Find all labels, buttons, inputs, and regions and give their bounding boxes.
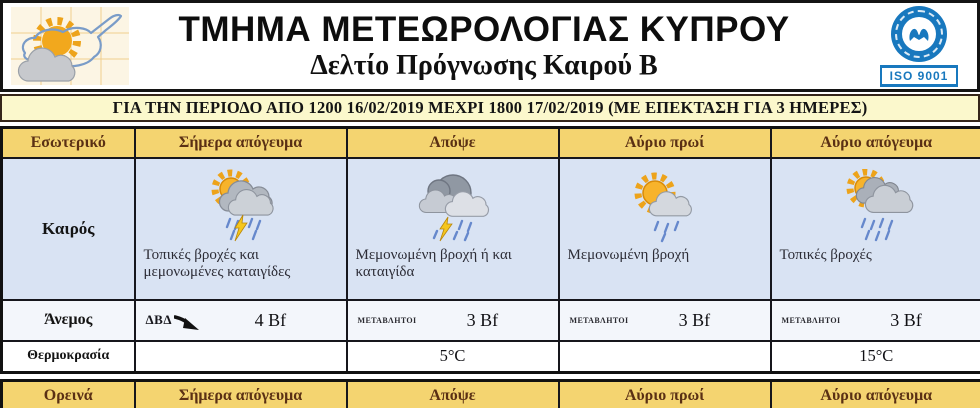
weather-description: Τοπικές βροχές και μεμονωμένες καταιγίδες [143, 246, 291, 281]
wind-direction: ΜΕΤΑΒΛΗΤΟΙ [569, 315, 629, 325]
wind-force: 3 Bf [678, 309, 711, 330]
wind-cell [771, 300, 980, 341]
temperature-cell: 15°C [771, 341, 980, 373]
wind-force: 3 Bf [890, 309, 922, 330]
region-label: Εσωτερικό [2, 128, 135, 158]
iso-seal-icon [891, 6, 947, 62]
sun-cloud-rain-lightning-icon [136, 159, 346, 243]
wind-direction: ΔΒΔ [145, 312, 172, 327]
weather-cell [135, 158, 347, 300]
temperature-cell [559, 341, 771, 373]
wind-row-label: Άνεμος [2, 300, 135, 341]
title-block [129, 9, 869, 81]
temperature-cell: 5°C [347, 341, 559, 373]
sun-clouds-rain-icon [772, 159, 980, 243]
weather-cell [347, 158, 559, 300]
wind-cell [135, 300, 347, 341]
column-header: Σήμερα απόγευμα [135, 381, 347, 408]
page-title: ΤΜΗΜΑ ΜΕΤΕΩΡΟΛΟΓΙΑΣ ΚΥΠΡΟΥ [178, 9, 790, 49]
table-header-row [2, 381, 980, 408]
weather-row-label: Καιρός [2, 158, 135, 300]
column-header: Αύριο απόγευμα [771, 381, 980, 408]
column-header: Αύριο πρωί [559, 128, 771, 158]
forecast-table-mountains [0, 379, 980, 408]
wind-direction: ΜΕΤΑΒΛΗΤΟΙ [781, 315, 841, 325]
temperature-row [2, 341, 980, 373]
column-header: Αύριο απόγευμα [771, 128, 980, 158]
wind-direction-arrow-icon [174, 315, 200, 333]
wind-force: 4 Bf [254, 309, 287, 330]
column-header: Σήμερα απόγευμα [135, 128, 347, 158]
weather-cell [771, 158, 980, 300]
cyprus-map-sun-cloud-logo [11, 7, 129, 85]
temperature-row-label: Θερμοκρασία [2, 341, 135, 373]
column-header: Αύριο πρωί [559, 381, 771, 408]
column-header: Απόψε [347, 381, 559, 408]
page-subtitle: Δελτίο Πρόγνωσης Καιρού Β [310, 49, 658, 81]
sun-cloud-rain-icon [560, 159, 770, 243]
wind-force: 3 Bf [466, 309, 499, 330]
table-header-row [2, 128, 980, 158]
temperature-cell [135, 341, 347, 373]
region-label: Ορεινά [2, 381, 135, 408]
storm-cloud-lightning-rain-icon [348, 159, 558, 243]
weather-cell [559, 158, 771, 300]
column-header: Απόψε [347, 128, 559, 158]
forecast-period-text: ΓΙΑ ΤΗΝ ΠΕΡΙΟΔΟ ΑΠΟ 1200 16/02/2019 ΜΕΧΡΙ 1800 17/02/2019 (ΜΕ ΕΠΕΚΤΑΣΗ ΓΙΑ 3 ΗΜΕΡΕΣ) [112, 98, 868, 117]
weather-description: Μεμονωμένη βροχή [567, 246, 690, 263]
weather-row [2, 158, 980, 300]
header [0, 0, 980, 92]
weather-description: Μεμονωμένη βροχή ή και καταιγίδα [355, 246, 512, 281]
forecast-table-interior [0, 126, 980, 374]
wind-row [2, 300, 980, 341]
wind-cell [347, 300, 559, 341]
wind-direction: ΜΕΤΑΒΛΗΤΟΙ [357, 315, 417, 325]
forecast-period-bar [0, 94, 980, 122]
weather-description: Τοπικές βροχές [779, 246, 872, 263]
iso-9001-label: ISO 9001 [880, 65, 959, 87]
iso-9001-badge [869, 6, 969, 87]
wind-cell [559, 300, 771, 341]
